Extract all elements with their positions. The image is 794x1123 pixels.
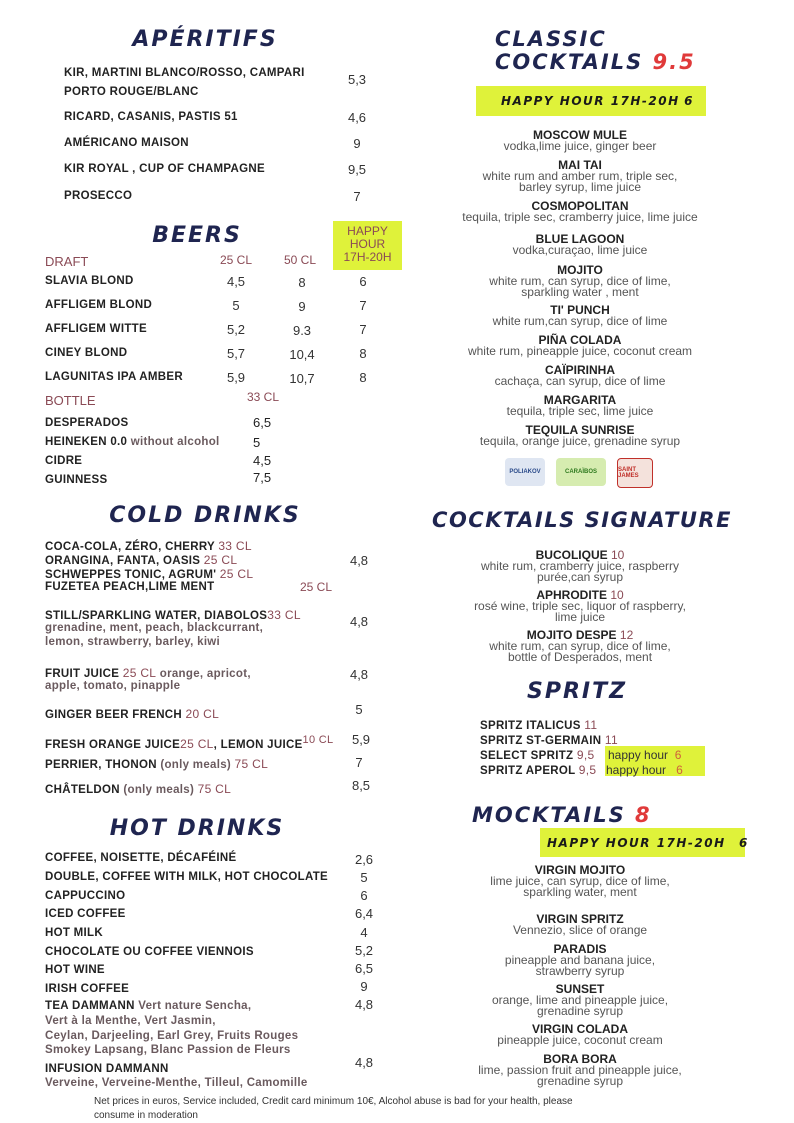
cocktail-desc: lime juice bbox=[554, 610, 605, 624]
cocktail-name: BLUE LAGOON bbox=[535, 232, 625, 246]
price: 7 bbox=[353, 189, 361, 204]
drink-desc: Ceylan, Darjeeling, Earl Grey, Fruits Rouges bbox=[45, 1030, 299, 1042]
size-50cl: 50 CL bbox=[283, 253, 317, 267]
price-25: 5,2 bbox=[226, 322, 246, 337]
drink-desc: Verveine, Verveine-Menthe, Tilleul, Camomille bbox=[45, 1077, 308, 1089]
cocktail-desc: white rum, can syrup, dice of lime, bbox=[489, 274, 671, 288]
caraibos-logo: CARAÏBOS bbox=[556, 458, 606, 486]
cocktail-name: MOJITO DESPE bbox=[526, 628, 617, 642]
drink-name: SCHWEPPES TONIC, AGRUM' bbox=[45, 569, 217, 581]
happy-hour-text: HAPPY HOUR 17H-20H bbox=[501, 94, 680, 108]
footer-note bbox=[94, 1095, 573, 1123]
drink-desc: lemon, strawberry, barley, kiwi bbox=[45, 636, 221, 648]
menu-item: KIR ROYAL , CUP OF CHAMPAGNE bbox=[64, 163, 265, 175]
cocktail-desc: tequila, triple sec, lime juice bbox=[506, 404, 654, 418]
cocktail-price: 12 bbox=[619, 628, 634, 642]
menu-item: PORTO ROUGE/BLANC bbox=[64, 86, 199, 98]
price: 5 bbox=[355, 702, 363, 717]
beer-name: SLAVIA BLOND bbox=[45, 275, 134, 287]
drink-name: CAPPUCCINO bbox=[45, 890, 126, 902]
mocktail-desc: lime juice, can syrup, dice of lime, bbox=[490, 874, 670, 888]
cocktail-name: MARGARITA bbox=[543, 393, 617, 407]
drink-size: 25 CL bbox=[122, 666, 157, 680]
beer-note: without alcohol bbox=[130, 436, 220, 448]
cocktail-name: MAI TAI bbox=[558, 158, 602, 172]
drink-size: 75 CL bbox=[197, 782, 232, 796]
mocktail-desc: strawberry syrup bbox=[535, 964, 625, 978]
price: 5,2 bbox=[354, 943, 374, 958]
price-50: 10,4 bbox=[289, 347, 315, 362]
price: 4 bbox=[360, 925, 368, 940]
cocktail-desc: rosé wine, triple sec, liquor of raspberry, bbox=[474, 599, 686, 613]
drink-name: GINGER BEER FRENCH bbox=[45, 709, 183, 721]
drink-size: 25 CL bbox=[219, 567, 254, 581]
footer-line: Net prices in euros, Service included, Credit card minimum 10€, Alcohol abuse is bad for your health, please bbox=[94, 1096, 573, 1107]
price-25: 5,7 bbox=[226, 346, 246, 361]
drink-name: FUZETEA PEACH,LIME MENT bbox=[45, 581, 215, 593]
mocktail-item bbox=[440, 865, 720, 898]
price-hh: 7 bbox=[359, 298, 367, 313]
cocktail-item bbox=[440, 130, 720, 152]
spritz-item bbox=[480, 763, 596, 777]
cocktail-item bbox=[440, 305, 720, 327]
cocktail-name: PIÑA COLADA bbox=[538, 333, 622, 347]
drink-size: 33 CL bbox=[218, 539, 252, 553]
spritz-name: SPRITZ APEROL bbox=[480, 765, 576, 777]
mocktails-title bbox=[472, 803, 652, 827]
beer-name: CIDRE bbox=[45, 455, 83, 467]
happy-hour-label bbox=[608, 748, 681, 762]
spritz-name: SELECT SPRITZ bbox=[480, 750, 574, 762]
drink-name: , LEMON JUICE bbox=[213, 738, 303, 751]
drink-name: CHÂTELDON bbox=[45, 784, 120, 796]
price-hh: 8 bbox=[359, 370, 367, 385]
mocktail-desc: lime, passion fruit and pineapple juice, bbox=[478, 1063, 682, 1077]
happy-hour-line: HOUR bbox=[349, 237, 386, 251]
drink-desc: orange, apricot, bbox=[159, 668, 251, 680]
cocktail-name: APHRODITE bbox=[536, 588, 607, 602]
cocktail-name: MOSCOW MULE bbox=[533, 128, 627, 142]
cocktail-desc: vodka,lime juice, ginger beer bbox=[503, 139, 657, 153]
spritz-price: 9,5 bbox=[576, 748, 595, 762]
price: 4,6 bbox=[347, 110, 367, 125]
price: 4,8 bbox=[354, 1055, 374, 1070]
cocktail-desc: white rum, can syrup, dice of lime, bbox=[489, 639, 671, 653]
drink-name: DOUBLE, COFFEE WITH MILK, HOT CHOCOLATE bbox=[45, 871, 328, 883]
menu-item: KIR, MARTINI BLANCO/ROSSO, CAMPARI bbox=[64, 67, 305, 79]
cocktail-desc: barley syrup, lime juice bbox=[518, 180, 642, 194]
drink-name: HOT WINE bbox=[45, 964, 105, 976]
price-hh: 7 bbox=[359, 322, 367, 337]
spritz-item bbox=[480, 718, 597, 732]
cocktail-item bbox=[440, 365, 720, 387]
cocktail-desc: bottle of Desperados, ment bbox=[507, 650, 653, 664]
aperitifs-title: APÉRITIFS bbox=[132, 27, 278, 52]
beer-name: GUINNESS bbox=[45, 474, 108, 486]
title-line: COCKTAILS bbox=[495, 50, 644, 74]
happy-hour-price: 6 bbox=[684, 94, 694, 108]
drink-name: COFFEE, NOISETTE, DÉCAFÉINÉ bbox=[45, 852, 237, 864]
footer-line: consume in moderation bbox=[94, 1110, 198, 1121]
mocktail-name: VIRGIN SPRITZ bbox=[536, 912, 624, 926]
mocktail-desc: grenadine syrup bbox=[536, 1074, 624, 1088]
price: 9 bbox=[360, 979, 368, 994]
cocktail-item bbox=[440, 160, 720, 193]
price-50: 9.3 bbox=[292, 323, 312, 338]
cocktail-desc: white rum,can syrup, dice of lime bbox=[492, 314, 668, 328]
drink-name: IRISH COFFEE bbox=[45, 983, 130, 995]
cocktail-item bbox=[440, 550, 720, 583]
mocktail-item bbox=[440, 1054, 720, 1087]
drink-size: 20 CL bbox=[185, 707, 220, 721]
cocktail-desc: white rum, pineapple juice, coconut cream bbox=[467, 344, 693, 358]
drink-name: FRESH ORANGE JUICE bbox=[45, 738, 181, 751]
beer-name: LAGUNITAS IPA AMBER bbox=[45, 371, 183, 383]
drink-item bbox=[45, 666, 251, 680]
cocktail-desc: tequila, orange juice, grenadine syrup bbox=[479, 434, 681, 448]
size-25cl: 25 CL bbox=[219, 253, 253, 267]
happy-hour-text: HAPPY HOUR 17H-20H bbox=[547, 835, 726, 850]
beers-title: BEERS bbox=[152, 223, 242, 248]
cold-drinks-title: COLD DRINKS bbox=[109, 503, 301, 528]
signature-title: COCKTAILS SIGNATURE bbox=[432, 508, 732, 532]
size-33cl: 33 CL bbox=[247, 390, 280, 404]
drink-item bbox=[45, 608, 301, 622]
mocktail-desc: sparkling water, ment bbox=[523, 885, 637, 899]
drink-item bbox=[45, 707, 219, 721]
cocktail-desc: purée,can syrup bbox=[536, 570, 624, 584]
cocktail-item bbox=[440, 425, 720, 447]
drink-item bbox=[45, 553, 237, 567]
spritz-price: 9,5 bbox=[578, 763, 597, 777]
cocktail-item bbox=[440, 335, 720, 357]
draft-label: DRAFT bbox=[45, 254, 89, 269]
cocktail-name: BUCOLIQUE bbox=[535, 548, 608, 562]
price: 7,5 bbox=[253, 470, 272, 485]
drink-desc: Vert nature Sencha, bbox=[138, 1000, 252, 1012]
mocktail-desc: pineapple and banana juice, bbox=[504, 953, 656, 967]
price: 2,6 bbox=[354, 852, 374, 867]
cocktail-item bbox=[440, 201, 720, 223]
menu-item: AMÉRICANO MAISON bbox=[64, 137, 189, 149]
drink-item bbox=[45, 567, 253, 581]
mocktail-desc: Vennezio, slice of orange bbox=[512, 923, 648, 937]
spritz-title: SPRITZ bbox=[526, 679, 628, 704]
price: 4,5 bbox=[253, 453, 272, 468]
price-25: 5,9 bbox=[226, 370, 246, 385]
price: 5,3 bbox=[347, 72, 367, 87]
drink-size: 25 CL bbox=[203, 553, 238, 567]
cocktail-desc: vodka,curaçao, lime juice bbox=[512, 243, 648, 257]
price: 4,8 bbox=[354, 997, 374, 1012]
cocktail-desc: sparkling water , ment bbox=[521, 285, 639, 299]
price-25: 5 bbox=[232, 298, 240, 313]
price: 6 bbox=[360, 888, 368, 903]
price: 6,4 bbox=[354, 906, 374, 921]
drink-item bbox=[45, 734, 333, 751]
menu-item: PROSECCO bbox=[64, 190, 133, 202]
mocktail-desc: orange, lime and pineapple juice, bbox=[491, 993, 669, 1007]
drink-name: FRUIT JUICE bbox=[45, 668, 120, 680]
price: 6,5 bbox=[253, 415, 272, 430]
drink-name: STILL/SPARKLING WATER, DIABOLOS bbox=[45, 610, 268, 622]
title-text: MOCKTAILS bbox=[472, 803, 626, 827]
title-price: 9.5 bbox=[652, 50, 696, 74]
cocktail-desc: white rum, cramberry juice, raspberry bbox=[480, 559, 680, 573]
drink-size: 25 CL bbox=[300, 580, 333, 594]
price: 7 bbox=[355, 755, 363, 770]
cocktail-name: COSMOPOLITAN bbox=[531, 199, 629, 213]
bottle-label: BOTTLE bbox=[45, 393, 96, 408]
drink-size: 75 CL bbox=[234, 757, 269, 771]
cocktail-price: 10 bbox=[610, 588, 624, 602]
cocktail-name: TEQUILA SUNRISE bbox=[525, 423, 635, 437]
drink-desc: apple, tomato, pinapple bbox=[45, 680, 181, 692]
cocktail-name: CAÏPIRINHA bbox=[544, 363, 615, 377]
cocktail-item bbox=[440, 234, 720, 256]
mocktail-item bbox=[440, 984, 720, 1017]
drink-note: (only meals) bbox=[160, 759, 232, 771]
mocktail-item bbox=[440, 914, 720, 936]
happy-hour-price: 6 bbox=[739, 835, 749, 850]
poliakov-logo: POLIAKOV bbox=[505, 458, 545, 486]
price: 8,5 bbox=[351, 778, 371, 793]
cocktail-name: TI' PUNCH bbox=[550, 303, 610, 317]
drink-desc: grenadine, ment, peach, blackcurrant, bbox=[45, 622, 264, 634]
happy-hour-label bbox=[606, 763, 683, 777]
classic-cocktails-title bbox=[495, 28, 696, 74]
price-hh: 8 bbox=[359, 346, 367, 361]
spritz-price: 11 bbox=[584, 718, 598, 732]
hh-text: happy hour bbox=[608, 748, 669, 762]
drink-note: (only meals) bbox=[123, 784, 195, 796]
menu-item: RICARD, CASANIS, PASTIS 51 bbox=[64, 111, 238, 123]
drink-desc: Smokey Lapsang, Blanc Passion de Fleurs bbox=[45, 1044, 291, 1056]
spritz-name: SPRITZ ITALICUS bbox=[480, 720, 581, 732]
happy-hour-banner bbox=[540, 828, 749, 857]
mocktail-item bbox=[440, 944, 720, 977]
price: 6,5 bbox=[354, 961, 374, 976]
happy-hour-line: HAPPY bbox=[347, 224, 388, 238]
price: 5,9 bbox=[351, 732, 371, 747]
cocktail-item bbox=[440, 395, 720, 417]
drink-name: PERRIER, THONON bbox=[45, 759, 157, 771]
cocktail-desc: white rum and amber rum, triple sec, bbox=[482, 169, 678, 183]
mocktail-desc: pineapple juice, coconut cream bbox=[497, 1033, 663, 1047]
hh-price: 6 bbox=[676, 763, 683, 777]
drink-name: ICED COFFEE bbox=[45, 908, 126, 920]
price: 9,5 bbox=[347, 162, 367, 177]
beer-name-text: HEINEKEN 0.0 bbox=[45, 436, 128, 448]
cocktail-desc: tequila, triple sec, cramberry juice, lime juice bbox=[462, 210, 698, 224]
beer-name: CINEY BLOND bbox=[45, 347, 128, 359]
drink-name: TEA DAMMANN bbox=[45, 1000, 135, 1012]
spritz-item bbox=[480, 748, 594, 762]
price: 4,8 bbox=[349, 614, 369, 629]
drink-name: HOT MILK bbox=[45, 927, 103, 939]
cocktail-item bbox=[440, 590, 720, 623]
mocktail-item bbox=[440, 1024, 720, 1046]
hh-price: 6 bbox=[674, 748, 682, 762]
cocktail-item bbox=[440, 630, 720, 663]
spritz-name: SPRITZ ST-GERMAIN bbox=[480, 735, 602, 747]
price: 4,8 bbox=[349, 667, 369, 682]
mocktail-name: SUNSET bbox=[555, 982, 605, 996]
cocktail-price: 10 bbox=[610, 548, 625, 562]
drink-item bbox=[45, 782, 231, 796]
beer-name: AFFLIGEM WITTE bbox=[45, 323, 147, 335]
drink-item bbox=[45, 757, 268, 771]
saint-james-logo: SAINT JAMES bbox=[617, 458, 653, 488]
beer-name bbox=[45, 436, 220, 448]
price: 5 bbox=[360, 870, 368, 885]
beer-name: DESPERADOS bbox=[45, 417, 129, 429]
price-50: 8 bbox=[298, 275, 306, 290]
mocktail-name: VIRGIN MOJITO bbox=[534, 863, 626, 877]
price: 5 bbox=[253, 435, 261, 450]
drink-desc: Vert à la Menthe, Vert Jasmin, bbox=[45, 1015, 216, 1027]
drink-size: 25 CL bbox=[180, 736, 214, 751]
happy-hour-banner bbox=[476, 86, 706, 116]
cocktail-item bbox=[440, 265, 720, 298]
price-50: 10,7 bbox=[289, 371, 315, 386]
drink-item bbox=[45, 1000, 251, 1012]
title-line: CLASSIC bbox=[495, 27, 607, 51]
drink-name: CHOCOLATE OU COFFEE VIENNOIS bbox=[45, 946, 254, 958]
price: 4,8 bbox=[349, 553, 369, 568]
mocktail-desc: grenadine syrup bbox=[536, 1004, 624, 1018]
cocktail-name: MOJITO bbox=[557, 263, 603, 277]
mocktail-name: PARADIS bbox=[553, 942, 607, 956]
happy-hour-badge bbox=[333, 221, 402, 270]
hh-text: happy hour bbox=[606, 763, 667, 777]
price-25: 4,5 bbox=[226, 274, 246, 289]
price-hh: 6 bbox=[359, 274, 367, 289]
drink-item bbox=[45, 539, 252, 553]
drink-name: COCA-COLA, ZÉRO, CHERRY bbox=[45, 541, 215, 553]
drink-name: INFUSION DAMMANN bbox=[45, 1063, 169, 1075]
drink-size: 10 CL bbox=[302, 734, 334, 746]
happy-hour-line: 17H-20H bbox=[343, 250, 392, 264]
cocktail-desc: cachaça, can syrup, dice of lime bbox=[494, 374, 666, 388]
title-price: 8 bbox=[635, 803, 652, 827]
drink-size: 33 CL bbox=[267, 608, 301, 622]
spritz-item bbox=[480, 733, 618, 747]
mocktail-name: BORA BORA bbox=[543, 1052, 617, 1066]
hot-drinks-title: HOT DRINKS bbox=[109, 816, 285, 841]
price: 9 bbox=[353, 136, 361, 151]
price-50: 9 bbox=[298, 299, 306, 314]
spritz-price: 11 bbox=[604, 733, 618, 747]
beer-name: AFFLIGEM BLOND bbox=[45, 299, 153, 311]
drink-name: ORANGINA, FANTA, OASIS bbox=[45, 555, 201, 567]
mocktail-name: VIRGIN COLADA bbox=[532, 1022, 628, 1036]
